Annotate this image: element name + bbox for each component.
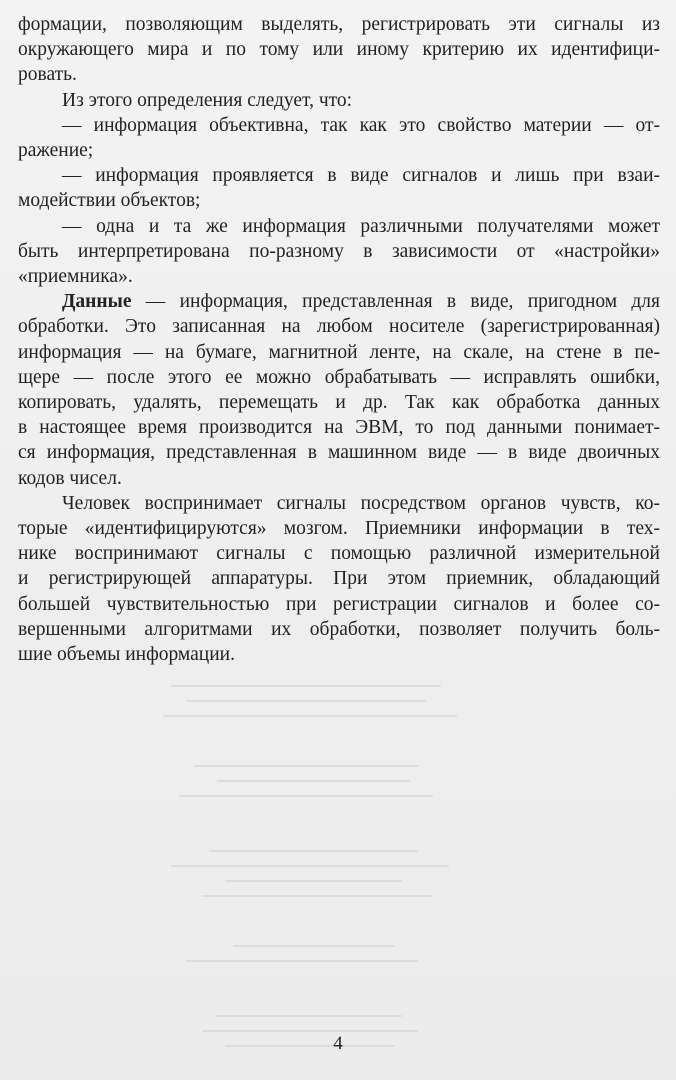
bleed-through-line — [171, 685, 441, 687]
list-item — [18, 113, 660, 163]
list-item — [18, 214, 660, 290]
text-line: ровать. — [18, 64, 77, 86]
bleed-through-line — [209, 850, 417, 852]
text-line: торые «идентифицируются» мозгом. Приемники информации в тех- — [18, 518, 660, 540]
text-line: Из этого определения следует, что: — [62, 89, 353, 111]
text-line: в настоящее время производится на ЭВМ, то под данными понимает- — [18, 417, 660, 439]
text-line: ся информация, представленная в машинном виде — в виде двоичных — [18, 442, 660, 464]
bleed-through-line — [233, 945, 395, 947]
paragraph — [18, 491, 660, 667]
text-line: большей чувствительностью при регистрации сигналов и более со- — [18, 593, 660, 615]
text-line: — информация объективна, так как это свойство материи — от- — [62, 114, 660, 136]
text-line: быть интерпретирована по-разному в зависимости от «настройки» — [18, 240, 660, 262]
definition-text: — информация, представленная в виде, пригодном для — [131, 291, 660, 313]
paragraph — [18, 12, 660, 88]
bleed-through-line — [179, 795, 434, 797]
text-line: — информация проявляется в виде сигналов и лишь при взаи- — [62, 165, 660, 187]
bleed-through-line — [202, 1030, 418, 1032]
bleed-through-line — [194, 765, 418, 767]
text-line: Человек воспринимает сигналы посредством органов чувств, ко- — [62, 492, 660, 514]
bleed-through-line — [171, 865, 449, 867]
paragraph-data-definition — [18, 289, 660, 491]
bleed-through-line — [217, 1015, 402, 1017]
text-line: копировать, удалять, перемещать и др. Так как обработка данных — [18, 392, 660, 414]
text-line: «приемника». — [18, 266, 133, 288]
text-line: формации, позволяющим выделять, регистрировать эти сигналы из — [18, 14, 660, 35]
text-line: нике воспринимают сигналы с помощью различной измерительной — [18, 543, 660, 565]
bleed-through-line — [186, 700, 425, 702]
text-line: — одна и та же информация различными получателями может — [62, 215, 660, 237]
text-line: щере — после этого ее можно обрабатывать — исправлять ошибки, — [18, 366, 660, 388]
text-line: кодов чисел. — [18, 467, 122, 489]
list-item — [18, 163, 660, 213]
text-line — [18, 289, 660, 314]
paragraph — [18, 88, 660, 113]
bleed-through-line — [217, 780, 410, 782]
bleed-through-line — [186, 960, 418, 962]
text-line: вершенными алгоритмами их обработки, позволяет получить боль- — [18, 618, 660, 640]
text-line: информация — на бумаге, магнитной ленте, на скале, на стене в пе- — [18, 341, 660, 363]
bleed-through-line — [202, 895, 434, 897]
bleed-through-text — [140, 655, 526, 975]
body-text — [18, 12, 660, 667]
text-line: модействии объектов; — [18, 190, 201, 212]
text-line: и регистрирующей аппаратуры. При этом приемник, обладающий — [18, 568, 660, 590]
bleed-through-line — [163, 715, 456, 717]
text-line: шие объемы информации. — [18, 644, 235, 666]
term-data: Данные — [62, 291, 132, 313]
text-line: ражение; — [18, 140, 94, 162]
bleed-through-line — [225, 880, 403, 882]
page-number: 4 — [333, 1033, 343, 1054]
text-line: окружающего мира и по тому или иному критерию их идентифици- — [18, 39, 660, 61]
text-line: обработки. Это записанная на любом носителе (зарегистрированная) — [18, 316, 660, 338]
